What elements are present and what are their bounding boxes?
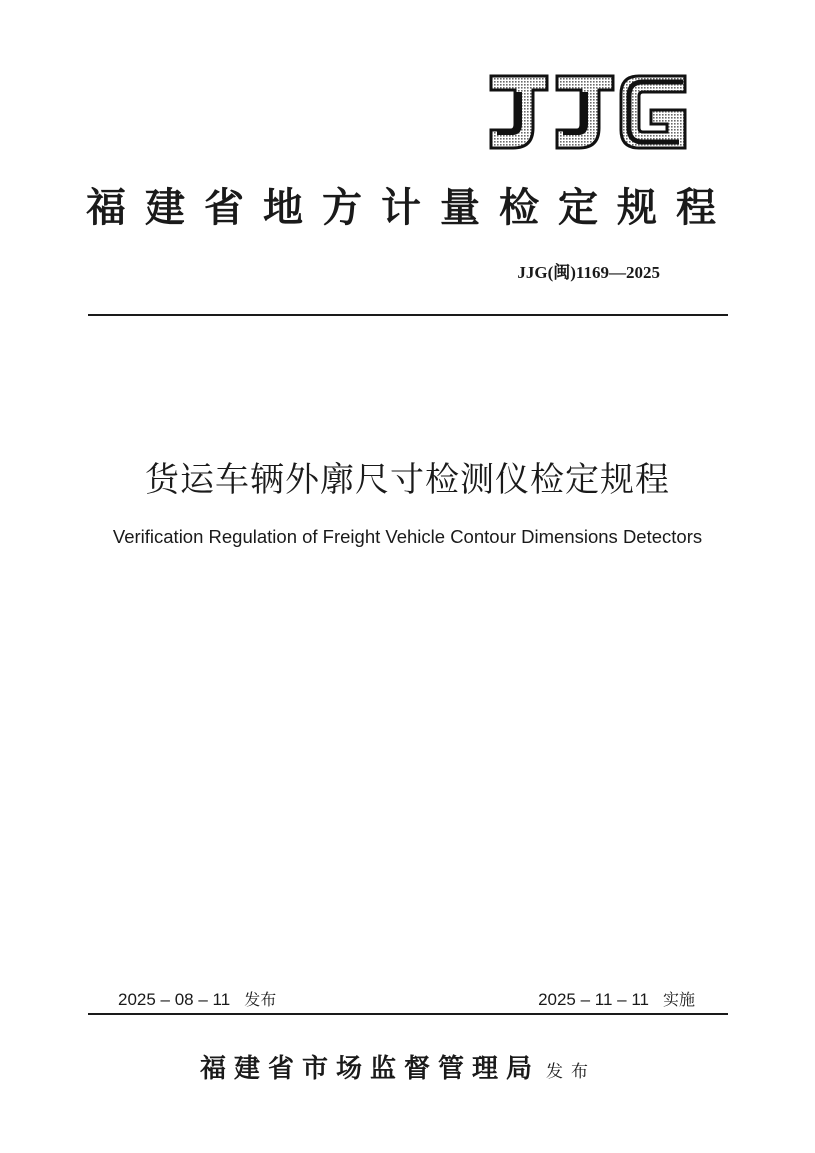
issuer-block <box>200 1048 596 1085</box>
implement-date: 2025 – 11 – 11 <box>538 990 649 1009</box>
series-title: 福建省地方计量检定规程 <box>86 184 735 231</box>
bottom-divider <box>88 1013 728 1015</box>
logo-letter-j-2 <box>557 76 613 148</box>
issue-label: 发布 <box>244 990 277 1009</box>
issuer-action: 发布 <box>546 1062 597 1082</box>
jjg-logo <box>485 72 690 152</box>
issue-date-block <box>118 987 276 1010</box>
standard-number: JJG(闽)1169—2025 <box>517 263 660 282</box>
implement-label: 实施 <box>662 990 695 1009</box>
document-title-zh: 货运车辆外廓尺寸检测仪检定规程 <box>145 460 670 500</box>
issuer-name: 福建省市场监督管理局 <box>200 1054 541 1084</box>
logo-letter-g <box>621 76 685 148</box>
logo-letter-j-1 <box>491 76 547 148</box>
document-title-en: Verification Regulation of Freight Vehicle Contour Dimensions Detectors <box>112 526 703 547</box>
top-divider <box>88 314 728 316</box>
issue-date: 2025 – 08 – 11 <box>118 990 231 1009</box>
implement-date-block <box>538 987 695 1010</box>
